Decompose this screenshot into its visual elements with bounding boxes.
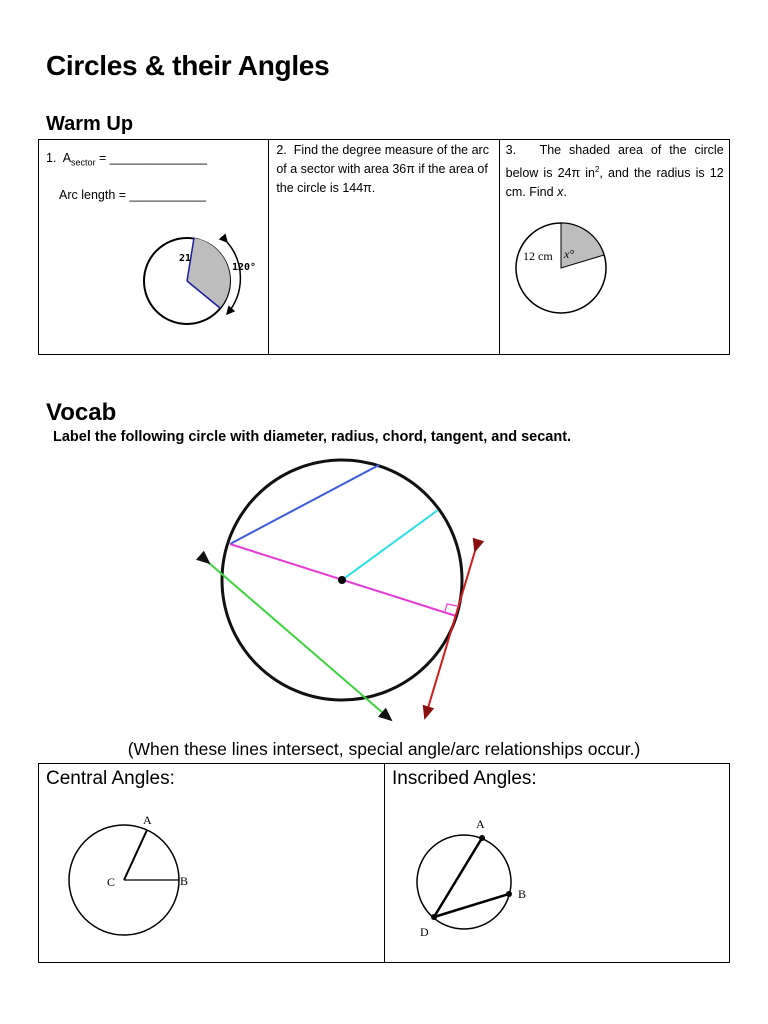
q1-radius-label: 21 [179,253,192,264]
inscribed-point-a [479,835,485,841]
inscribed-label-d: D [420,925,429,939]
inscribed-label-b: B [518,887,527,901]
chord-line [230,465,379,544]
angles-note: (When these lines intersect, special angle/arc relationships occur.) [127,739,641,759]
q3-text [506,141,724,202]
inscribed-label-a: A [476,817,485,831]
center-point [338,576,346,584]
central-label-b: B [180,874,189,888]
q1-label-sub: sector [71,157,96,168]
q1-angle-label: 120° [232,262,257,273]
warmup-cell-1 [39,140,269,354]
inscribed-circle [417,835,511,929]
q1-label-tail: = ______________ [95,151,208,165]
q1-arc-length: Arc length = ___________ [59,188,206,202]
inscribed-angle-diagram [410,814,570,944]
q3-text-c: . [563,185,567,200]
q3-number: 3. [505,143,517,157]
q1-number: 1. [46,151,57,165]
inscribed-point-b [506,891,512,897]
vocab-instruction: Label the following circle with diameter, radius, chord, tangent, and secant. [53,429,572,445]
q2-number: 2. [276,143,287,157]
q3-sector-diagram [512,220,612,316]
radius-line [342,510,438,580]
q3-text-b: , and the radius is 12 cm. Find [505,166,724,200]
vocab-circle-diagram [195,450,495,730]
q2-text [276,141,490,198]
page-title: Circles & their Angles [46,50,330,81]
warmup-heading: Warm Up [46,113,134,135]
q1-label-main: A [62,151,72,165]
q3-text-sup: 2 [594,165,600,174]
warmup-table [38,139,730,355]
central-angle-diagram [59,810,229,945]
central-label-a: A [143,813,152,827]
q1-sector-line [46,149,207,173]
tangent-line [425,551,475,718]
inscribed-angles-heading: Inscribed Angles: [392,768,537,789]
central-label-c: C [107,875,116,889]
q3-text-a: The shaded area of the circle below is 24π in [505,143,724,181]
q3-angle-label: x° [563,247,574,261]
angles-table [38,763,730,963]
warmup-cell-3 [500,140,729,354]
central-angles-cell [39,764,385,962]
q1-sector-diagram [137,228,267,328]
q3-radius-label: 12 cm [522,249,553,263]
q2-body: Find the degree measure of the arc of a sector with area 36π if the area of the circle is 144π. [276,143,489,195]
warmup-cell-2 [269,140,499,354]
inscribed-point-d [431,914,437,920]
central-ray-a [124,830,147,880]
central-angles-heading: Central Angles: [46,768,175,789]
right-angle-mark [445,604,457,611]
inscribed-angles-cell [385,764,729,962]
vocab-heading: Vocab [46,399,117,426]
q3-text-var: x [557,185,564,200]
